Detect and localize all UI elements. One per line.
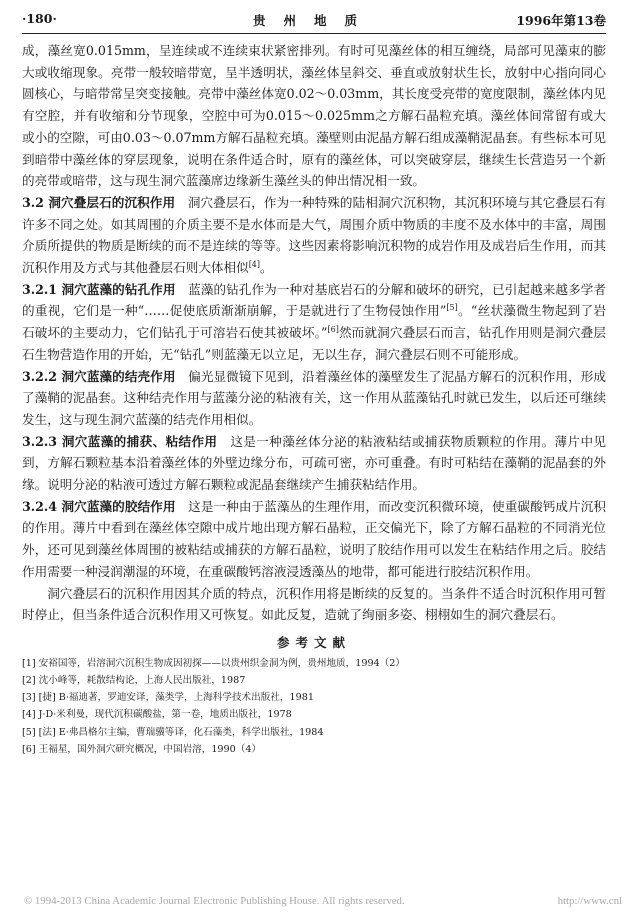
section-text: 洞穴叠层石，作为一种特殊的陆相洞穴沉积物，其沉积环境与其它叠层石有许多不同之处。如其周围的介质主要不是水体而是大气，周围介质中物质的丰度不及水体中的丰富，周围介质所提供的物质是断续的而不是连续的等等。这些因素将影响沉积物的成岩作用及成岩后生作用，而其沉积作用及方式与其他叠层石则大体相似 xyxy=(22,194,607,276)
footer-url[interactable]: http://www.cnl xyxy=(557,895,622,907)
citation: [4] xyxy=(248,259,261,269)
reference-item: [5] [法] E·弗昌格尔主编，曹瑞骥等译，化石藻类，科学出版社，1984 xyxy=(22,726,324,738)
section-heading: 3.2 洞穴叠层石的沉积作用 xyxy=(22,194,176,210)
references-list xyxy=(22,655,606,758)
paragraph: 成，藻丝宽0.015mm，呈连续或不连续束状紧密排列。有时可见藻丝体的相互缠绕，局部可见藻束的膨大或收缩现象。亮带一般较暗带宽，呈半透明状，藻丝体呈斜交、垂直或放射状生长，放射中心指向同心圆核心，与暗带常呈突变接触。亮带中藻丝体宽0.02～0.03mm，其长度受亮带的宽度限制，藻丝体内见有空腔，并有收缩和分节现象，空腔中可为0.015～0.025mm之方解石晶粒充填。藻丝体间常留有或大或小的空隙，可由0.03～0.07mm方解石晶粒充填。藻壁则由泥晶方解石组成藻鞘泥晶套。有些标本可见到暗带中藻丝体的穿层现象，说明在条件适合时，原有的藻丝体，可以突破穿层，继续生长营造另一个新的亮带或暗带，这与现生洞穴蓝藻席边缘新生藻丝头的伸出情况相一致。 xyxy=(22,43,606,189)
section-heading: 3.2.2 洞穴蓝藻的结壳作用 xyxy=(22,368,176,384)
section-3-2-4 xyxy=(22,496,606,583)
reference-item: [4] J·D·米利曼，现代沉积碳酸盐，第一卷，地质出版社，1978 xyxy=(22,709,292,721)
section-text: 这是一种藻丝体分泌的粘液粘结或捕获物质颗粒的作用。薄片中见到，方解石颗粒基本沿着藻丝体的外壁边缘分布，可疏可密，亦可重叠。有时可粘结在藻鞘的泥晶套的外缘。说明分泌的粘液可透过方解石颗粒或泥晶套继续产生捕获粘结作用。 xyxy=(22,433,607,493)
section-heading: 3.2.1 洞穴蓝藻的钻孔作用 xyxy=(22,281,176,297)
copyright-notice: © 1994-2013 China Academic Journal Electronic Publishing House. All rights reserved. xyxy=(24,895,405,907)
journal-title: 贵州地质 xyxy=(252,13,375,28)
section-text: 然而就洞穴叠层石而言，钻孔作用则是洞穴叠层石生物营造作用的开始，无“钻孔”则蓝藻无以立足，无以生存，洞穴叠层石则不可能形成。 xyxy=(22,325,607,362)
page-number: ·180· xyxy=(22,11,57,26)
reference-item: [6] 王福星，国外洞穴研究概况，中国岩溶，1990（4） xyxy=(22,743,262,755)
page-header xyxy=(22,11,606,33)
section-3-2-1 xyxy=(22,279,606,366)
citation: [6] xyxy=(327,324,339,334)
section-3-2-2 xyxy=(22,366,606,431)
article-body xyxy=(22,40,606,758)
citation: [5] xyxy=(446,303,458,313)
reference-item: [2] 沈小峰等，耗散结构论，上海人民出版社，1987 xyxy=(22,674,246,686)
section-3-2-3 xyxy=(22,431,606,496)
section-text: 偏光显微镜下见到，沿着藻丝体的藻壁发生了泥晶方解石的沉积作用，形成了藻鞘的泥晶套。这种结壳作用与蓝藻分泌的粘液有关，这一作用从蓝藻钻孔时就已发生，以后还可继续发生，这与现生洞穴蓝藻的结壳作用相似。 xyxy=(22,368,607,427)
reference-item: [3] [捷] B·福迪著，罗迪安译，藻类学，上海科学技术出版社，1981 xyxy=(22,692,314,704)
section-3-2: 3.2 洞穴叠层石的沉积作用 洞穴叠层石，作为一种特殊的陆相洞穴沉积物，其沉积环境与其它叠层石有许多不同之处。如其周围的介质主要不是水体而是大气，周围介质中物质的丰度不及水体中的丰富，周围介质所提供的物质是断续的而不是连续的等等。这些因素将影响沉积物的成岩作用及成岩后生作用，而其沉积作用及方式与其他叠层石则大体相似[4]。 xyxy=(22,194,607,276)
section-text: 。“丝状藻微生物起到了岩石破坏的主要动力，它们钻孔于可溶岩石使其被破坏。” xyxy=(22,303,606,341)
header-rule xyxy=(22,33,606,34)
section-heading: 3.2.4 洞穴蓝藻的胶结作用 xyxy=(22,498,176,514)
section-heading: 3.2.3 洞穴蓝藻的捕获、粘结作用 xyxy=(22,433,218,449)
section-text: 蓝藻的钻孔作为一种对基底岩石的分解和破坏的研究，已引起越来越多学者的重视，它们是一种“……促使底质渐渐崩解，于是就进行了生物侵蚀作用” xyxy=(22,281,607,319)
paragraph: 洞穴叠层石的沉积作用因其介质的特点，沉积作用将是断续的反复的。当条件不适合时沉积作用可暂时停止，但当条件适合沉积作用又可恢复。如此反复，造就了绚丽多姿、栩栩如生的洞穴叠层石。 xyxy=(22,585,606,623)
reference-item: [1] 安裕国等，岩溶洞穴沉积生物成因初探——以贵州织金洞为例，贵州地质，1994（2） xyxy=(22,657,405,669)
references-title: 参考文献 xyxy=(276,634,351,650)
issue-info: 1996年第13卷 xyxy=(516,13,606,28)
section-text: 这是一种由于蓝藻丛的生理作用，而改变沉积微环境，使重碳酸钙成片沉积的作用。薄片中看到在藻丝体空隙中成片地出现方解石晶粒，正交偏光下，除了方解石晶粒的不同消光位外，还可见到藻丝体周围的被粘结或捕获的方解石晶粒，说明了胶结作用可以发生在粘结作用之后。胶结作用需要一种浸润潮湿的环境，在重碳酸钙溶液浸透藻丛的地带，都可能进行胶结沉积作用。 xyxy=(22,498,607,579)
